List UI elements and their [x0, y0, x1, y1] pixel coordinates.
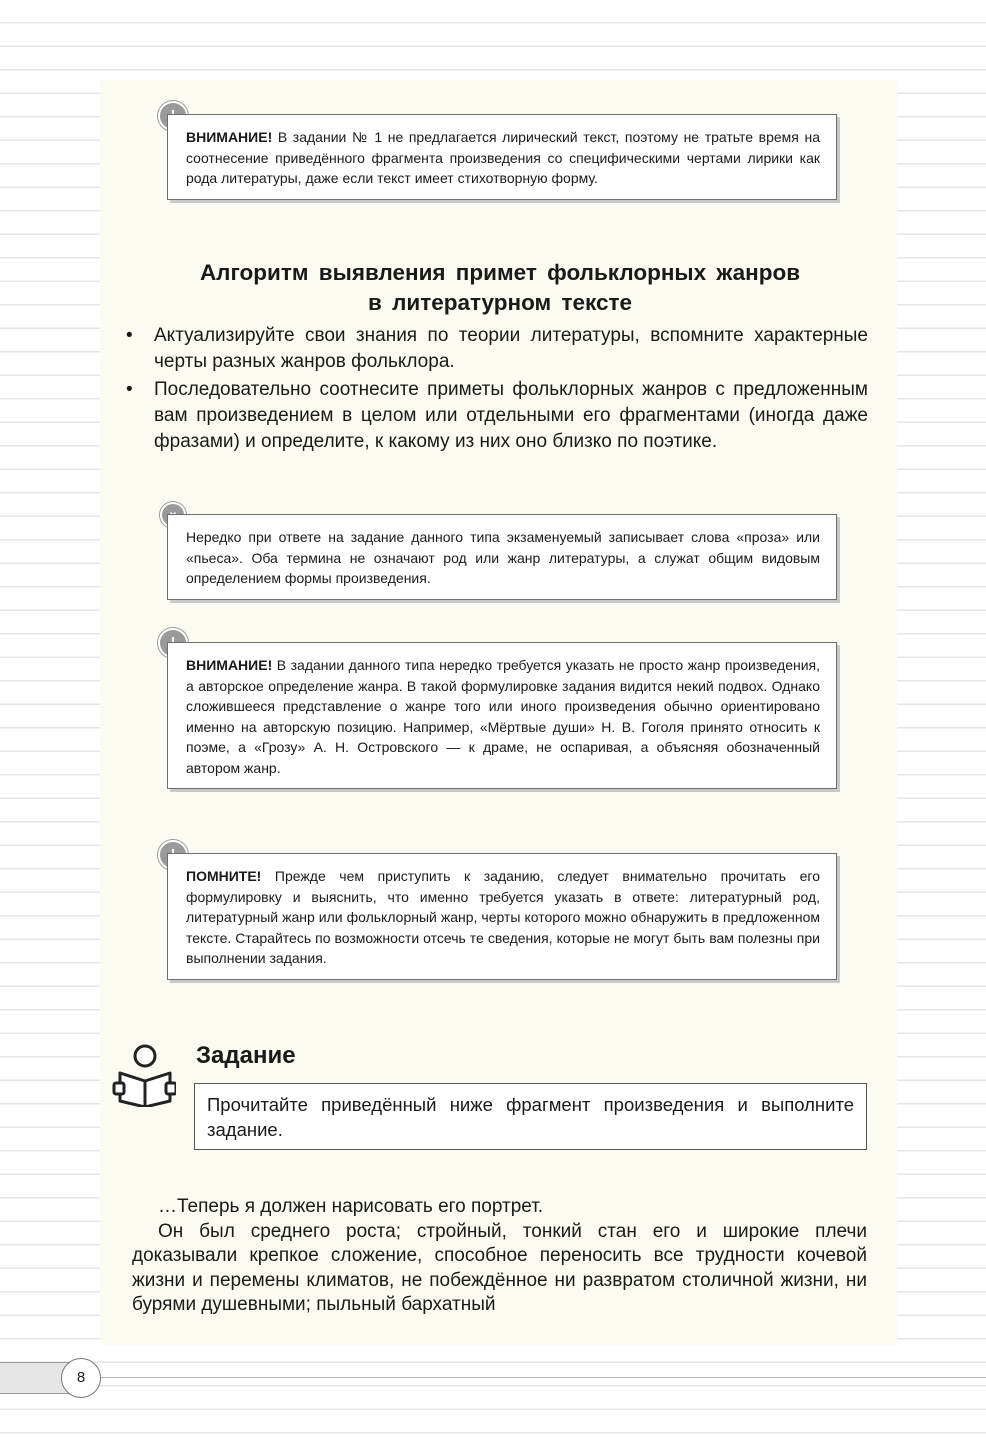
algorithm-title-line1: Алгоритм выявления примет фольклорных жанров [199, 260, 801, 285]
note-remember [167, 853, 837, 980]
reading-person-icon [112, 1043, 176, 1107]
note-warning [167, 514, 837, 600]
note-text: Нередко при ответе на задание данного типа экзаменуемый записывает слова «проза» или «пьеса». Оба термина не означают род или жанр литературы, а служат общим видовым определением формы произведения. [186, 529, 820, 586]
list-item: • Актуализируйте свои знания по теории литературы, вспомните характерные черты разных жанров фольклора. [126, 323, 868, 375]
page-number: 8 [61, 1358, 101, 1398]
task-instruction: Прочитайте приведённый ниже фрагмент произведения и выполните задание. [194, 1083, 867, 1150]
excerpt [132, 1195, 867, 1318]
excerpt-paragraph: Он был среднего роста; стройный, тонкий стан его и широкие плечи доказывали крепкое сложение, способное переносить все трудности кочевой жизни и перемены климатов, не побеждённое ни развратом столичной жизни, ни бурями душевными; пыльный бархатный [132, 1220, 867, 1315]
note-label: ВНИМАНИЕ! [186, 129, 273, 145]
note-label: ПОМНИТЕ! [186, 868, 262, 884]
task-title: Задание [196, 1042, 296, 1069]
list-item: • Последовательно соотнесите приметы фольклорных жанров с предложенным вам произведением в целом или отдельными его фрагментами (иногда даже фразами) и определите, к какому из них оно близко по поэтике. [126, 377, 868, 455]
excerpt-paragraph: …Теперь я должен нарисовать его портрет. [158, 1196, 544, 1217]
note-text: В задании № 1 не предлагается лирический текст, поэтому не тратьте время на соотнесение приведённого фрагмента произведения со специфическими чертами лирики как рода литературы, даже если текст имеет стихотворную форму. [186, 129, 820, 186]
note-text: В задании данного типа нередко требуется указать не просто жанр произведения, а авторское определение жанра. В такой формулировке задания видится некий подвох. Однако сложившееся представление о жанре того или иного произведения обычно ориентировано именно на авторскую позицию. Например, «Мёртвые души» Н. В. Гоголя принято относить к поэме, а «Грозу» А. Н. Островского — к драме, не оспаривая, а объясняя обозначенный автором жанр. [186, 657, 820, 776]
note-label: ВНИМАНИЕ! [186, 657, 273, 673]
note-text: Прежде чем приступить к заданию, следует внимательно прочитать его формулировку и выяснить, что именно требуется указать в ответе: литературный род, литературный жанр или фольклорный жанр, черты которого можно обнаружить в предложенном тексте. Старайтесь по возможности отсечь те сведения, которые не могут быть вам полезны при выполнении задания. [186, 868, 820, 966]
algorithm-title-line2: в литературном тексте [367, 290, 632, 315]
algorithm-title [110, 258, 890, 318]
note-attention-1 [167, 114, 837, 200]
footer-divider [72, 1377, 986, 1378]
algorithm-list [126, 323, 868, 457]
note-attention-2 [167, 642, 837, 789]
